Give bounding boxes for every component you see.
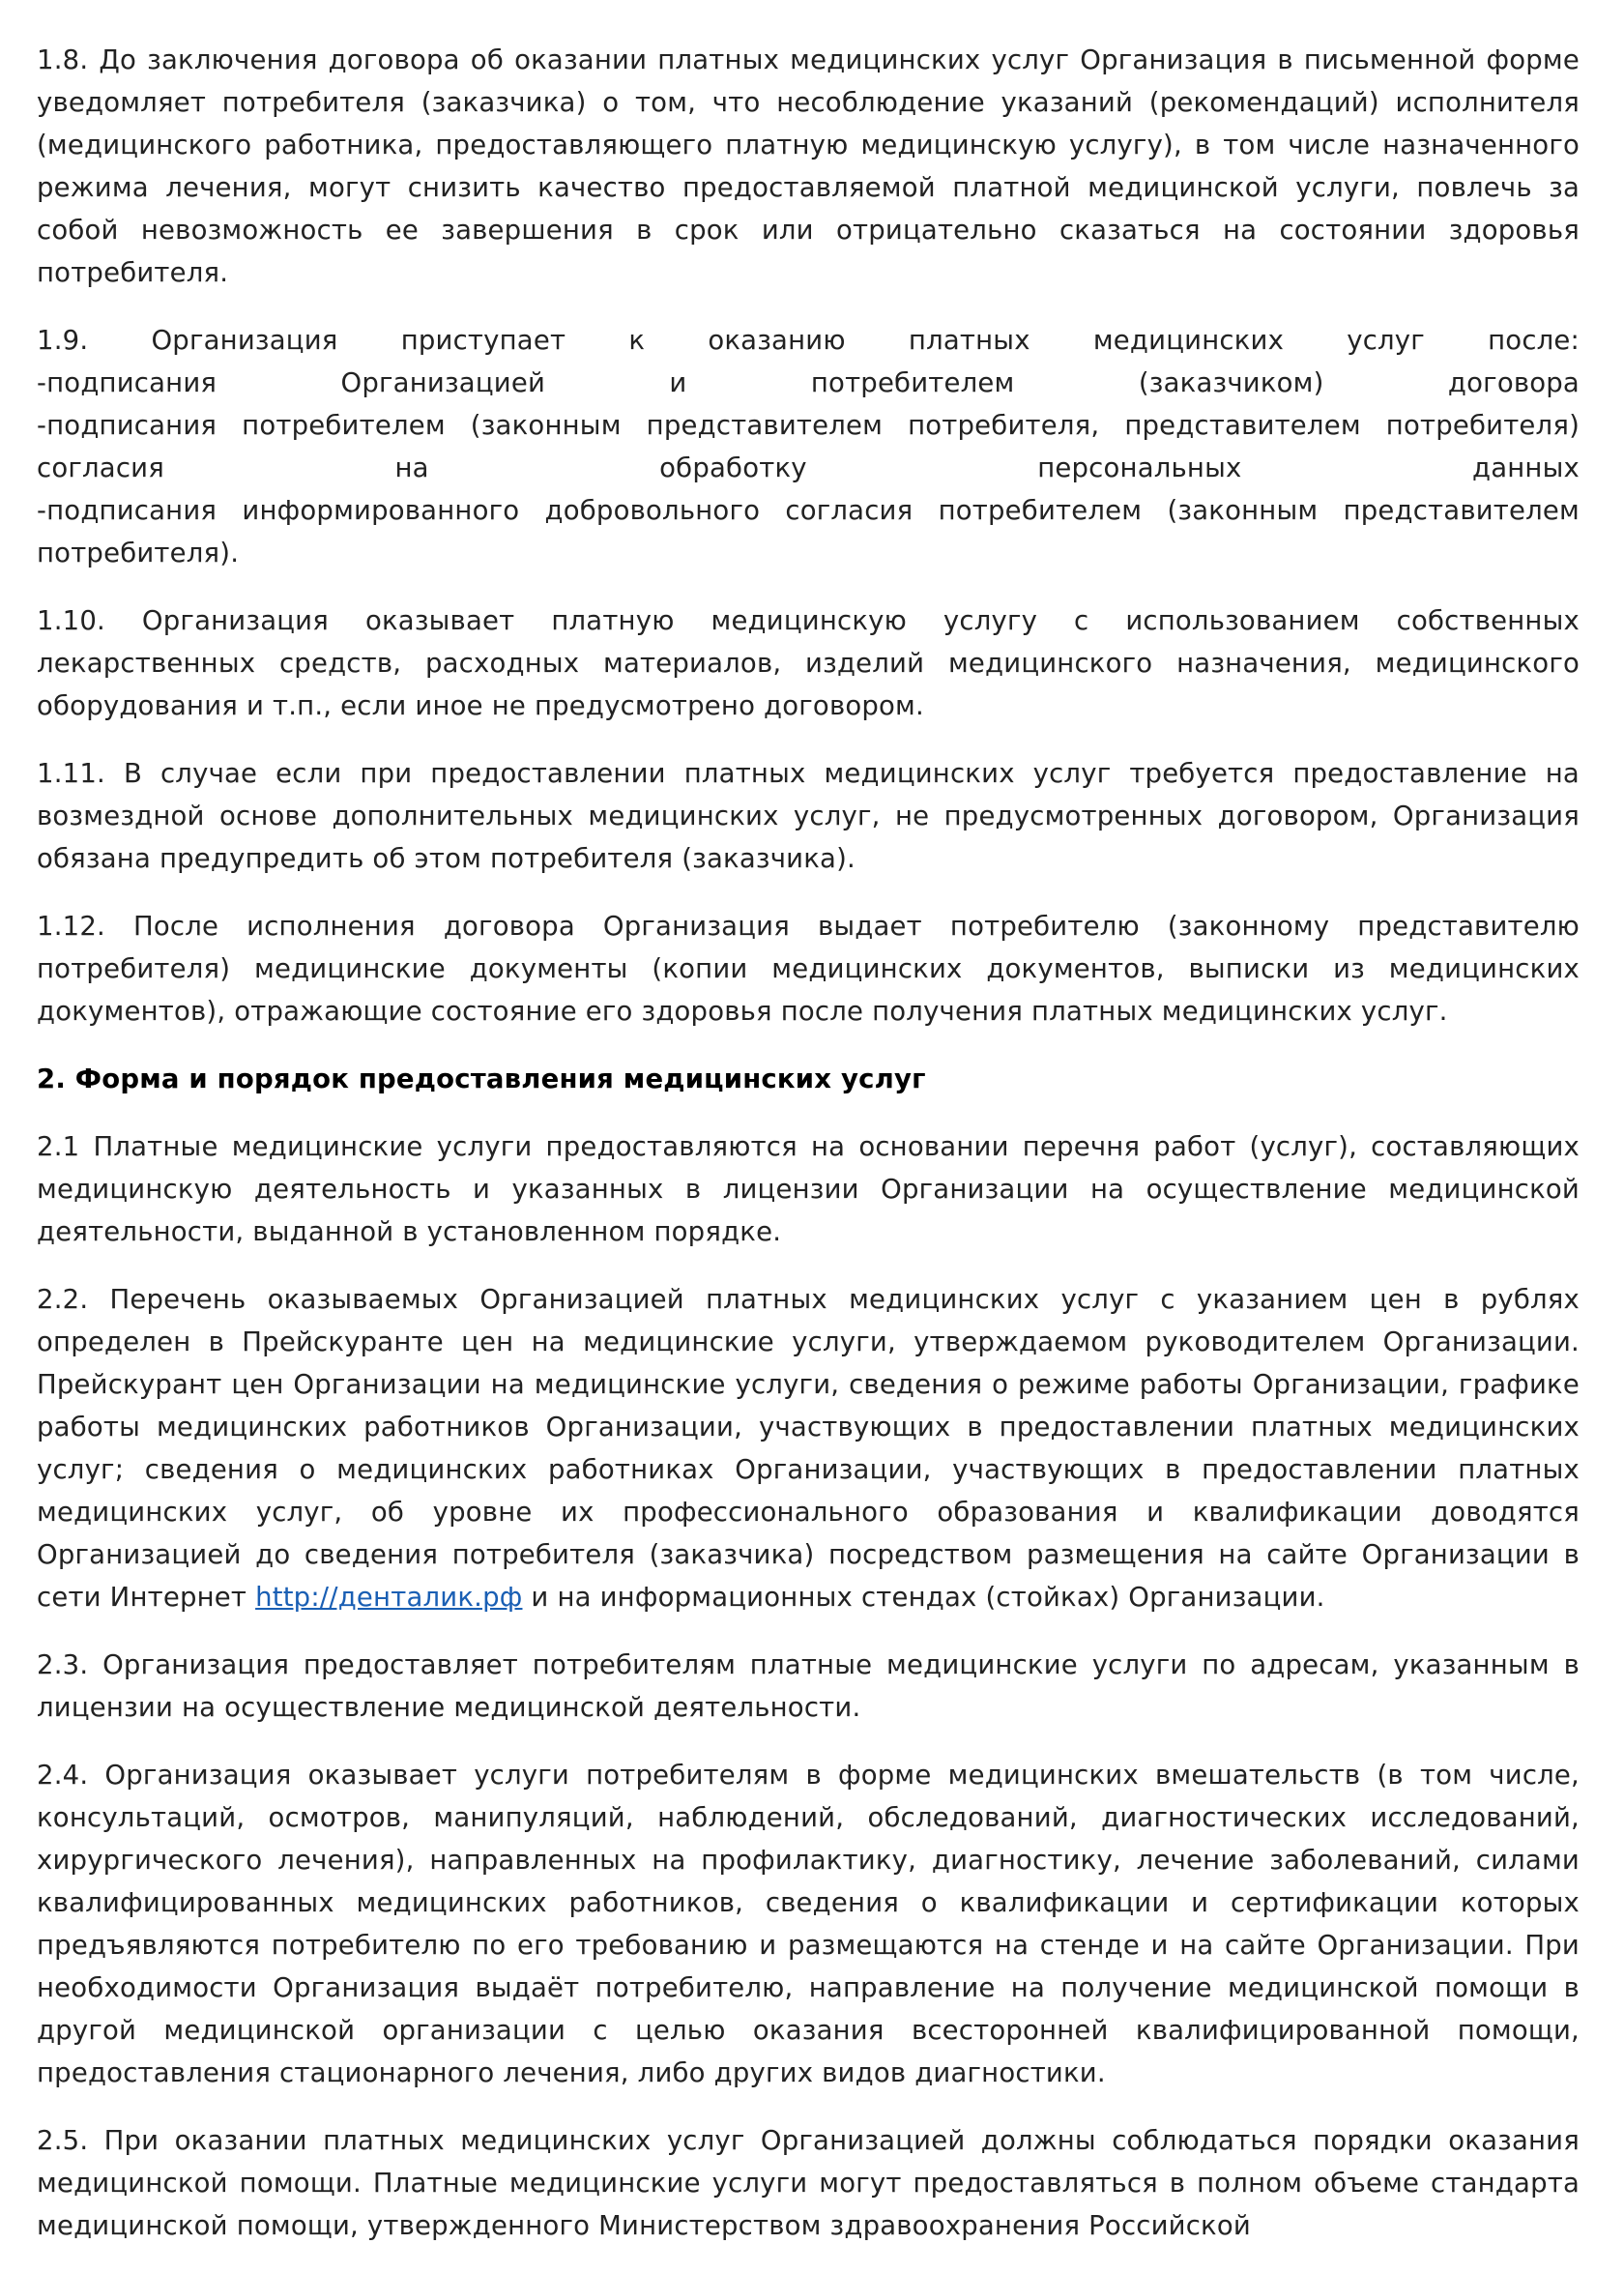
paragraph-1-8: 1.8. До заключения договора об оказании платных медицинских услуг Организация в письменной форме уведомляет потребителя (заказчика) о том, что несоблюдение указаний (рекомендаций) исполнителя (медицинского работника, предоставляющего платную медицинскую услугу), в том числе назначенного режима лечения, могут снизить качество предоставляемой платной медицинской услуги, повлечь за собой невозможность ее завершения в срок или отрицательно сказаться на состоянии здоровья потребителя. (37, 44, 1580, 288)
paragraph-1-9-line: -подписания информированного добровольного согласия потребителем (законным представителем (37, 495, 1580, 526)
section-2-heading: 2. Форма и порядок предоставления медицинских услуг (37, 1064, 926, 1094)
paragraph-1-9-line: потребителя). (37, 538, 240, 568)
paragraph-1-9-line: -подписания Организацией и потребителем (заказчиком) договора (37, 367, 1580, 398)
paragraph-1-12: 1.12. После исполнения договора Организация выдает потребителю (законному представителю потребителя) медицинские документы (копии медицинских документов, выписки из медицинских документов), отражающие состояние его здоровья после получения платных медицинских услуг. (37, 911, 1580, 1027)
website-link[interactable]: http://денталик.рф (255, 1582, 523, 1613)
paragraph-1-9 (37, 319, 1580, 574)
paragraph-1-9-line: согласия на обработку персональных данных (37, 452, 1580, 483)
paragraph-2-4: 2.4. Организация оказывает услуги потребителям в форме медицинских вмешательств (в том числе, консультаций, осмотров, манипуляций, наблюдений, обследований, диагностических исследований, хирургического лечения), направленных на профилактику, диагностику, лечение заболеваний, силами квалифицированных медицинских работников, сведения о квалификации и сертификации которых предъявляются потребителю по его требованию и размещаются на стенде и на сайте Организации. При необходимости Организация выдаёт потребителю, направление на получение медицинской помощи в другой медицинской организации с целью оказания всесторонней квалифицированной помощи, предоставления стационарного лечения, либо других видов диагностики. (37, 1760, 1580, 2088)
paragraph-1-11: 1.11. В случае если при предоставлении платных медицинских услуг требуется предоставление на возмездной основе дополнительных медицинских услуг, не предусмотренных договором, Организация обязана предупредить об этом потребителя (заказчика). (37, 758, 1580, 874)
paragraph-1-9-line: -подписания потребителем (законным представителем потребителя, представителем потребителя) (37, 410, 1580, 441)
document-page (37, 39, 1580, 2272)
paragraph-2-2-text: 2.2. Перечень оказываемых Организацией платных медицинских услуг с указанием цен в рублях определен в Прейскуранте цен на медицинские услуги, утверждаемом руководителем Организации. Прейскурант цен Организации на медицинские услуги, сведения о режиме работы Организации, графике работы медицинских работников Организации, участвующих в предоставлении платных медицинских услуг; сведения о медицинских работниках Организации, участвующих в предоставлении платных медицинских услуг, об уровне их профессионального образования и квалификации доводятся Организацией до сведения потребителя (заказчика) посредством размещения на сайте Организации в сети Интернет (37, 1284, 1580, 1613)
paragraph-2-5: 2.5. При оказании платных медицинских услуг Организацией должны соблюдаться порядки оказания медицинской помощи. Платные медицинские услуги могут предоставляться в полном объеме стандарта медицинской помощи, утвержденного Министерством здравоохранения Российской (37, 2125, 1580, 2241)
paragraph-1-10: 1.10. Организация оказывает платную медицинскую услугу с использованием собственных лекарственных средств, расходных материалов, изделий медицинского назначения, медицинского оборудования и т.п., если иное не предусмотрено договором. (37, 605, 1580, 721)
paragraph-1-9-line: 1.9. Организация приступает к оказанию платных медицинских услуг после: (37, 325, 1580, 356)
paragraph-2-1: 2.1 Платные медицинские услуги предоставляются на основании перечня работ (услуг), составляющих медицинскую деятельность и указанных в лицензии Организации на осуществление медицинской деятельности, выданной в установленном порядке. (37, 1131, 1580, 1247)
paragraph-2-3: 2.3. Организация предоставляет потребителям платные медицинские услуги по адресам, указанным в лицензии на осуществление медицинской деятельности. (37, 1649, 1580, 1723)
paragraph-2-2-text-end: и на информационных стендах (стойках) Организации. (522, 1582, 1325, 1613)
paragraph-2-2 (37, 1278, 1580, 1618)
